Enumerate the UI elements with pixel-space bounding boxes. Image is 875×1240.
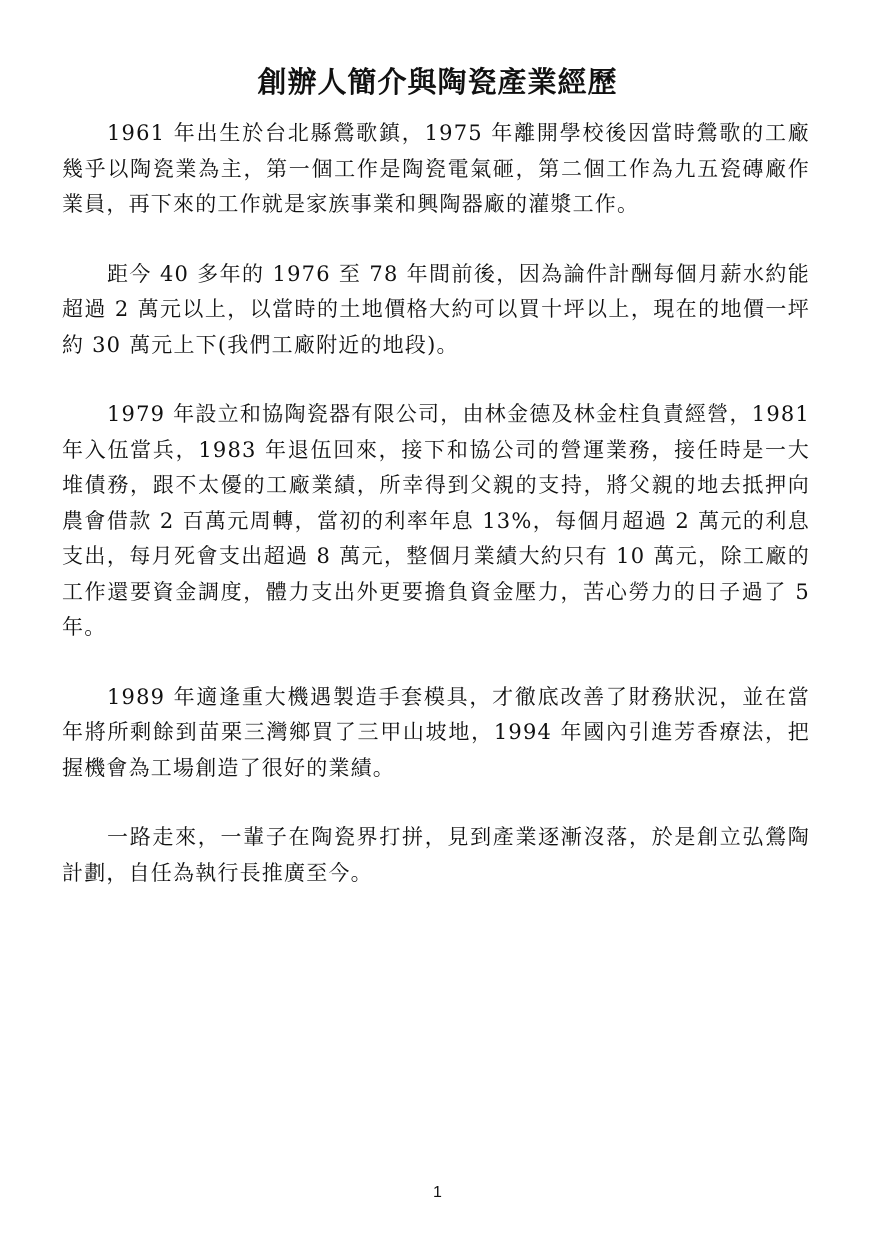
paragraph-company-founding: 1979 年設立和協陶瓷器有限公司，由林金德及林金柱負責經營，1981 年入伍當兵，1983 年退伍回來，接下和協公司的營運業務，接任時是一大堆債務，跟不太優的工廠業績，所幸得到父親的支持，將父親的地去抵押向農會借款 2 百萬元周轉，當初的利率年息 13%，每個月超過 2 萬元的利息支出，每月死會支出超過 8 萬元，整個月業績大約只有 10 萬元，除工廠的工作還要資金調度，體力支出外更要擔負資金壓力，苦心勞力的日子過了 5 年。 (62, 402, 810, 639)
paragraph-early-wages: 距今 40 多年的 1976 至 78 年間前後，因為論件計酬每個月薪水約能超過 2 萬元以上，以當時的土地價格大約可以買十坪以上，現在的地價一坪約 30 萬元上下(我們工廠附近的地段)。 (62, 261, 810, 357)
paragraph-current-plan: 一路走來，一輩子在陶瓷界打拼，見到產業逐漸沒落，於是創立弘鶯陶計劃，自任為執行長推廣至今。 (62, 825, 810, 885)
paragraph-founder-birth: 1961 年出生於台北縣鶯歌鎮，1975 年離開學校後因當時鶯歌的工廠幾乎以陶瓷業為主，第一個工作是陶瓷電氣砸，第二個工作為九五瓷磚廠作業員，再下來的工作就是家族事業和興陶器廠的灌漿工作。 (62, 121, 810, 216)
paragraph-turnaround: 1989 年適逢重大機遇製造手套模具，才徹底改善了財務狀況，並在當年將所剩餘到苗栗三灣鄉買了三甲山坡地，1994 年國內引進芳香療法，把握機會為工場創造了很好的業績。 (62, 684, 810, 780)
document-body (62, 116, 810, 925)
page-number: 1 (433, 1184, 442, 1201)
document-title: 創辦人簡介與陶瓷產業經歷 (257, 65, 618, 99)
